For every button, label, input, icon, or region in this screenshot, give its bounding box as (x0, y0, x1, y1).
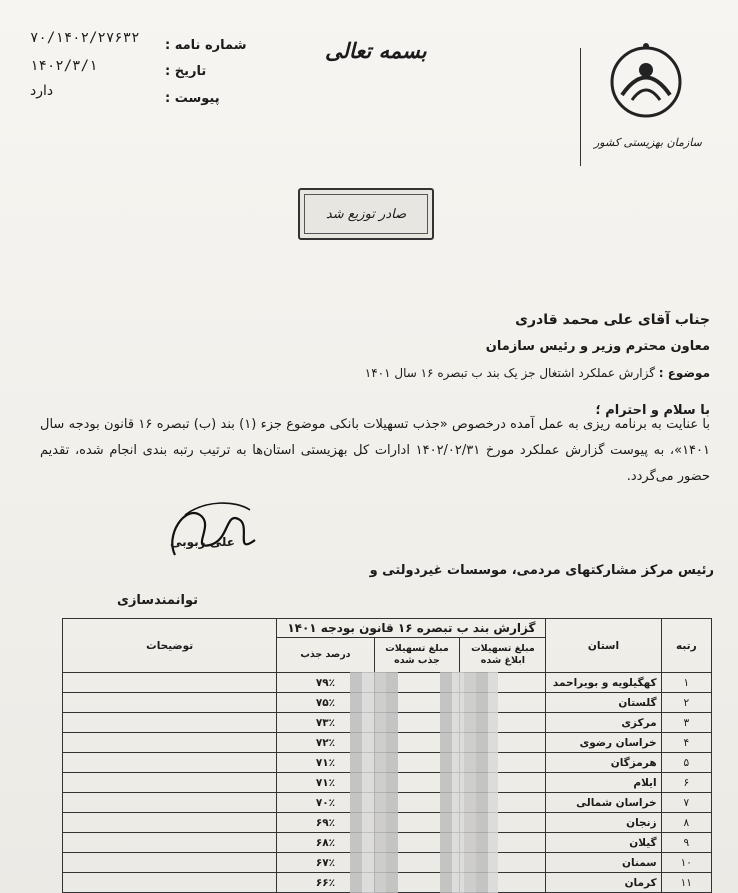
absorption-percent-cell: ۷۱٪ (277, 773, 374, 793)
absorption-percent-cell: ۶۷٪ (277, 853, 374, 873)
province-cell: خراسان رضوی (546, 733, 661, 753)
rank-cell: ۳ (661, 713, 711, 733)
distribution-stamp (298, 188, 434, 240)
province-cell: کهگیلویه و بویراحمد (546, 673, 661, 693)
province-cell: مرکزی (546, 713, 661, 733)
greeting: با سلام و احترام ؛ (595, 403, 710, 418)
absorption-percent-cell: ۷۰٪ (277, 793, 374, 813)
notes-cell (63, 753, 277, 773)
notes-cell (63, 773, 277, 793)
redacted-amounts-notified (440, 672, 498, 893)
absorption-percent-cell: ۷۲٪ (277, 733, 374, 753)
letter-number-value: ۷۰/۱۴۰۲/۲۷۶۳۲ (30, 30, 140, 46)
header-absorption-percent: درصد جذب (277, 638, 374, 673)
header-amount-absorbed: مبلغ تسهیلات جذب شده (374, 638, 460, 673)
notes-cell (63, 873, 277, 893)
province-cell: خراسان شمالی (546, 793, 661, 813)
province-cell: ایلام (546, 773, 661, 793)
absorption-percent-cell: ۶۶٪ (277, 873, 374, 893)
absorption-percent-cell: ۶۹٪ (277, 813, 374, 833)
notes-cell (63, 673, 277, 693)
stamp-text: صادر توزیع شد (304, 194, 428, 234)
province-cell: هرمزگان (546, 753, 661, 773)
bismillah-heading: بسمه تعالی (325, 38, 427, 63)
rank-cell: ۱ (661, 673, 711, 693)
header-amount-notified: مبلغ تسهیلات ابلاغ شده (460, 638, 546, 673)
notes-cell (63, 793, 277, 813)
province-cell: سمنان (546, 853, 661, 873)
absorption-percent-cell: ۷۱٪ (277, 753, 374, 773)
header-notes: توضیحات (63, 619, 277, 673)
notes-cell (63, 813, 277, 833)
redacted-amounts-absorbed (350, 672, 398, 893)
rank-cell: ۱۰ (661, 853, 711, 873)
rank-cell: ۷ (661, 793, 711, 813)
notes-cell (63, 733, 277, 753)
province-cell: گیلان (546, 833, 661, 853)
organization-logo (582, 40, 710, 170)
recipient-name: جناب آقای علی محمد قادری (515, 312, 710, 328)
recipient-title: معاون محترم وزیر و رئیس سازمان (485, 339, 710, 354)
rank-cell: ۱۱ (661, 873, 711, 893)
header-rank: رتبه (661, 619, 711, 673)
notes-cell (63, 713, 277, 733)
rank-cell: ۲ (661, 693, 711, 713)
date-value: ۱۴۰۲/۳/۱ (30, 58, 98, 74)
notes-cell (63, 853, 277, 873)
logo-divider (580, 48, 581, 166)
signer-title-line-1: رئیس مرکز مشارکتهای مردمی، موسسات غیردولتی و (369, 563, 714, 578)
rank-cell: ۹ (661, 833, 711, 853)
header-province: استان (546, 619, 661, 673)
province-cell: گلستان (546, 693, 661, 713)
organization-name: سازمان بهزیستی کشور (594, 136, 702, 149)
absorption-percent-cell: ۷۵٪ (277, 693, 374, 713)
table-title: گزارش بند ب تبصره ۱۶ قانون بودجه ۱۴۰۱ (277, 619, 546, 638)
rank-cell: ۶ (661, 773, 711, 793)
attachment-value: دارد (30, 83, 54, 99)
absorption-percent-cell: ۷۹٪ (277, 673, 374, 693)
letter-body: با عنایت به برنامه ریزی به عمل آمده درخصوص «جذب تسهیلات بانکی موضوع جزء (۱) بند (ب) تبصره ۱۶ قانون بودجه سال ۱۴۰۱»، به پیوست گزارش عملکرد مورخ ۱۴۰۲/۰۲/۳۱ ادارات کل بهزیستی استان‌ها به ترتیب رتبه بندی انجام شده، تقدیم حضور می‌گردد. (40, 417, 710, 484)
notes-cell (63, 833, 277, 853)
notes-cell (63, 693, 277, 713)
absorption-percent-cell: ۷۳٪ (277, 713, 374, 733)
signer-title-line-2: توانمندسازی (117, 593, 198, 608)
rank-cell: ۵ (661, 753, 711, 773)
province-cell: زنجان (546, 813, 661, 833)
rank-cell: ۸ (661, 813, 711, 833)
subject-text: گزارش عملکرد اشتغال جز یک بند ب تبصره ۱۶ سال ۱۴۰۱ (364, 366, 655, 380)
signer-name: علی ربوبی (170, 535, 235, 549)
date-label: تاریخ : (165, 64, 207, 79)
rank-cell: ۴ (661, 733, 711, 753)
absorption-percent-cell: ۶۸٪ (277, 833, 374, 853)
attachment-label: پیوست : (165, 91, 220, 106)
subject-label: موضوع : (658, 366, 710, 380)
province-cell: کرمان (546, 873, 661, 893)
subject-line (365, 366, 710, 380)
letter-number-label: شماره نامه : (165, 38, 247, 53)
